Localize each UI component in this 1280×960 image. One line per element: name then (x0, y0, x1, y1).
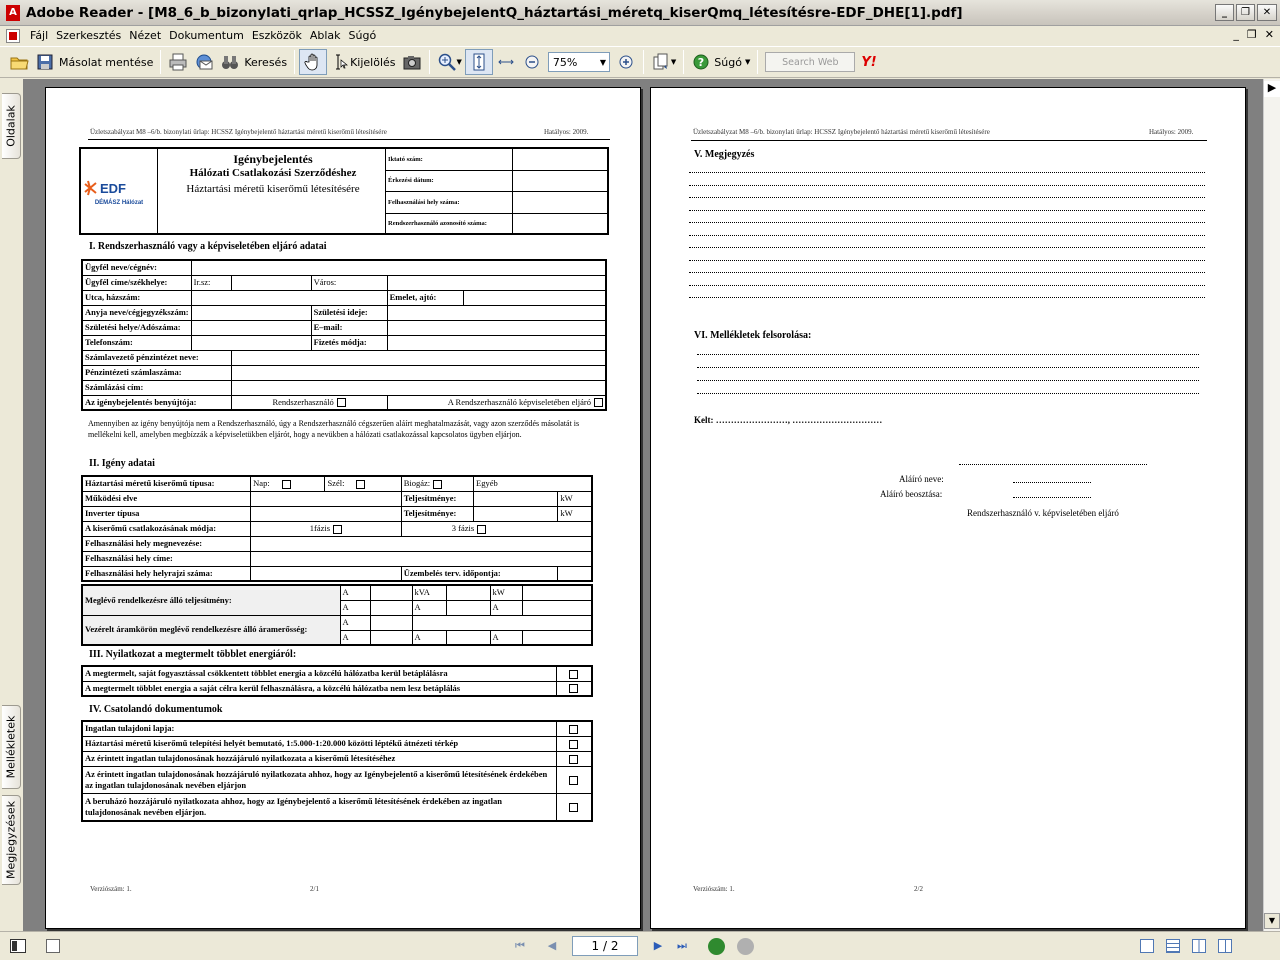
navigation-pane-tabs (0, 79, 23, 931)
controlled-a-field[interactable] (370, 615, 412, 630)
attachment-line[interactable] (697, 367, 1199, 368)
email-button[interactable] (191, 49, 217, 75)
close-button[interactable]: ✕ (1257, 4, 1277, 21)
binoculars-icon (220, 52, 240, 72)
open-button[interactable] (6, 49, 32, 75)
remark-line[interactable] (689, 222, 1205, 223)
minimize-button[interactable]: _ (1215, 4, 1234, 21)
capacity-a2-field[interactable] (370, 600, 412, 615)
controlled-a4-field[interactable] (522, 630, 592, 645)
save-copy-label: Másolat mentése (59, 55, 154, 69)
page-footer-version: Verziószám: 1. (693, 885, 735, 893)
zoom-value: 75% (552, 55, 578, 69)
hand-icon (303, 52, 323, 72)
mother-name-field[interactable] (191, 305, 311, 320)
status-bar (0, 931, 1280, 960)
window-title: Adobe Reader - [M8_6_b_bizonylati_qrlap_HCSSZ_IgénybejelentQ_háztartási_méretq_kiserQmq_létesítésre-EDF_DHE[1].pdf] (26, 4, 963, 21)
remark-line[interactable] (689, 185, 1205, 186)
page-header-right: Hatályos: 2009. (544, 128, 589, 136)
edf-logo (81, 149, 158, 233)
registry-box: Iktató szám: Érkezési dátum: Felhasználási hely száma: Rendszerhasználó azonosító száma: (385, 148, 609, 235)
menu-bar (0, 26, 1280, 46)
bank-account-field[interactable] (231, 365, 606, 380)
birth-date-field[interactable] (387, 305, 606, 320)
zoom-out-button[interactable] (519, 49, 545, 75)
section-5-title: V. Megjegyzés (694, 149, 755, 160)
remark-line[interactable] (689, 197, 1205, 198)
page-header-left: Üzletszabályzat M8 –6/b. bizonylati űrlap: HCSSZ Igénybejelentő háztartási méretű kiserőmű létesítésére (90, 128, 387, 136)
save-disk-icon (35, 52, 55, 72)
zoom-level-select[interactable] (548, 52, 610, 72)
street-field[interactable] (191, 290, 387, 305)
print-button[interactable] (165, 49, 191, 75)
menu-edit[interactable]: Szerkesztés (56, 29, 122, 42)
email-globe-icon (194, 52, 214, 72)
signer-name-label: Aláíró neve: (899, 474, 944, 484)
section-3-title: III. Nyilatkozat a megtermelt többlet energiáról: (89, 649, 297, 660)
registry-number-field[interactable] (513, 149, 609, 171)
search-web-input[interactable]: Search Web (765, 52, 855, 72)
menu-view[interactable]: Nézet (129, 29, 162, 42)
page-footer-number: 2/1 (310, 885, 319, 893)
title-bar (0, 0, 1280, 26)
hide-panel-icon[interactable] (10, 939, 26, 953)
chevron-down-icon: ▼ (670, 58, 677, 66)
section-3-table: A megtermelt, saját fogyasztással csökkentett többlet energia a közcélú hálózatba kerül betáplálásra A megtermelt többlet energia a saját célra kerül felhasználásra, a közcélú hálózatba nem lesz betáplálás (81, 665, 593, 697)
section-1-table: Ügyfél neve/cégnév: Ügyfél címe/székhelye: Ir.sz: Város: Utca, házszám: Emelet, ajtó: Anyja neve/cégjegyzékszám: Születési ideje: Születési helye/Adószáma: E–mail: Telefonszám: Fizetés módja: Számlavezető pénzintézet neve: Pénzintézeti számlaszáma: Számlázási cím: Az igénybejelentés benyújtója: Rendszerhasználó A Rendszerhasználó képviseletében eljáró (81, 259, 607, 411)
remark-line[interactable] (689, 260, 1205, 261)
printer-icon (168, 52, 188, 72)
search-label: Keresés (244, 55, 288, 69)
doc-land-registry-checkbox[interactable] (569, 725, 578, 734)
floor-door-field[interactable] (463, 290, 606, 305)
email-field[interactable] (387, 320, 606, 335)
previous-page-button[interactable]: ◀ (547, 939, 557, 952)
logo-subtitle: DÉMÁSZ Hálózat (94, 200, 144, 206)
site-name-field[interactable] (251, 536, 592, 551)
signer-position-field[interactable] (1013, 497, 1091, 498)
camera-icon (402, 52, 422, 72)
page-panel-toggle-icon[interactable]: ▶ (1264, 81, 1280, 97)
snapshot-button[interactable] (399, 49, 425, 75)
document-view[interactable] (23, 79, 1263, 931)
signer-position-label: Aláíró beosztása: (880, 489, 943, 499)
tab-pages[interactable]: Oldalak (2, 93, 21, 159)
toolbar-separator (643, 50, 644, 74)
self-consumption-checkbox[interactable] (569, 684, 578, 693)
toolbar (0, 46, 1280, 78)
fit-width-button[interactable] (493, 49, 519, 75)
existing-capacity-table: Meglévő rendelkezésre álló teljesítmény: A kVA kW A A A Vezérelt áramkörön meglévő rendelkezésre álló áramerősség: A A A A (81, 584, 593, 646)
header-rule (88, 139, 610, 140)
pdf-page-2 (650, 87, 1246, 929)
remark-line[interactable] (689, 235, 1205, 236)
hand-tool-button[interactable] (299, 49, 327, 75)
help-icon (691, 52, 711, 72)
bank-name-field[interactable] (231, 350, 606, 365)
document-icon[interactable] (6, 29, 20, 43)
help-button[interactable] (688, 49, 753, 75)
phone-field[interactable] (191, 335, 311, 350)
section-1-title: I. Rendszerhasználó vagy a képviseletében eljáró adatai (89, 241, 327, 252)
type-biogas-checkbox[interactable] (433, 480, 442, 489)
doc-restore-button[interactable]: ❐ (1246, 28, 1257, 41)
operating-principle-field[interactable] (251, 491, 402, 506)
vertical-scrollbar[interactable] (1263, 79, 1280, 931)
signature-line[interactable] (959, 464, 1147, 465)
continuous-facing-view-icon[interactable] (1218, 939, 1232, 953)
select-tool-button[interactable] (327, 49, 398, 75)
section-4-title: IV. Csatolandó dokumentumok (89, 704, 223, 715)
menu-tools[interactable]: Eszközök (251, 29, 302, 42)
fit-height-button[interactable] (465, 49, 493, 75)
power-field[interactable] (474, 491, 558, 506)
first-page-button[interactable]: ⏮ (515, 939, 525, 952)
help-label: Súgó (714, 55, 742, 69)
attachment-line[interactable] (697, 393, 1199, 394)
attachment-line[interactable] (697, 354, 1199, 355)
capacity-a-field[interactable] (370, 585, 412, 600)
remark-line[interactable] (689, 285, 1205, 286)
continuous-view-icon[interactable] (1166, 939, 1180, 953)
payment-method-field[interactable] (387, 335, 606, 350)
billing-address-field[interactable] (231, 380, 606, 395)
parcel-number-field[interactable] (251, 566, 402, 581)
toolbar-separator (294, 50, 295, 74)
save-copy-button[interactable] (32, 49, 156, 75)
user-id-field[interactable] (513, 213, 609, 235)
page-header-right: Hatályos: 2009. (1149, 128, 1194, 136)
menu-window[interactable]: Ablak (309, 29, 341, 42)
doc-owner-authorization-checkbox[interactable] (569, 776, 578, 785)
pdf-page-1 (45, 87, 641, 929)
form-header-box (79, 147, 609, 235)
pdf-icon: A (6, 5, 20, 21)
remark-line[interactable] (689, 297, 1205, 298)
controlled-a2-field[interactable] (370, 630, 412, 645)
plus-circle-icon (616, 52, 636, 72)
menu-help[interactable]: Súgó (348, 29, 377, 42)
svg-text:EDF: EDF (100, 181, 126, 196)
pages-rotate-icon (651, 52, 671, 72)
toolbar-separator (160, 50, 161, 74)
section-2-title: II. Igény adatai (89, 458, 155, 469)
inverter-power-field[interactable] (474, 506, 558, 521)
page-header-left: Üzletszabályzat M8 –6/b. bizonylati űrlap: HCSSZ Igénybejelentő háztartási méretű kiserőmű létesítésére (693, 128, 990, 136)
page-footer-version: Verziószám: 1. (90, 885, 132, 893)
feed-in-checkbox[interactable] (569, 670, 578, 679)
chevron-down-icon[interactable]: ▼ (599, 57, 606, 67)
submitter-representative-checkbox[interactable] (594, 398, 603, 407)
zoom-in-button[interactable] (613, 49, 639, 75)
inverter-type-field[interactable] (251, 506, 402, 521)
toolbar-separator (683, 50, 684, 74)
doc-close-button[interactable]: ✕ (1264, 28, 1274, 41)
facing-view-icon[interactable] (1192, 939, 1206, 953)
site-address-field[interactable] (251, 551, 592, 566)
go-forward-icon[interactable] (737, 938, 754, 955)
section-6-title: VI. Mellékletek felsorolása: (694, 330, 812, 341)
toolbar-separator (429, 50, 430, 74)
menu-file[interactable]: Fájl (30, 29, 49, 42)
single-phase-checkbox[interactable] (333, 525, 342, 534)
page-number-input[interactable]: 1 / 2 (572, 936, 638, 956)
tab-comments[interactable]: Megjegyzések (2, 795, 21, 885)
birth-place-field[interactable] (191, 320, 311, 335)
doc-minimize-button[interactable]: _ (1233, 28, 1239, 41)
fit-page-icon (469, 52, 489, 72)
fit-width-icon (496, 52, 516, 72)
signer-role-label: Rendszerhasználó v. képviseletében eljáró (967, 508, 1119, 518)
site-number-field[interactable] (513, 192, 609, 214)
commissioning-date-field[interactable] (558, 566, 592, 581)
doc-site-map-checkbox[interactable] (569, 740, 578, 749)
zoom-tool-button[interactable] (434, 49, 465, 75)
scroll-down-arrow-icon[interactable]: ▼ (1264, 913, 1280, 929)
controlled-a3-field[interactable] (446, 630, 490, 645)
authorization-note: Amennyiben az igény benyújtója nem a Rendszerhasználó, úgy a Rendszerhasználó cégszerűen aláírt meghatalmazását, vagy azon szerződés másolatát is mellékelni kell, amelyben megbízzák a képviseletükben eljárót, hogy a nevükben a hálózati csatlakozással kapcsolatos ügyben eljárjon. (88, 419, 580, 439)
attachment-line[interactable] (697, 380, 1199, 381)
remark-line[interactable] (689, 210, 1205, 211)
form-title: Igénybejelentés Hálózati Csatlakozási Szerződéshez Háztartási méretű kiserőmű létesítésére (186, 152, 360, 195)
capacity-kva-field[interactable] (446, 585, 490, 600)
restore-button[interactable]: ❐ (1236, 4, 1255, 21)
customer-name-field[interactable] (191, 260, 606, 275)
signer-name-field[interactable] (1013, 482, 1091, 483)
single-page-view-icon[interactable] (1140, 939, 1154, 953)
capacity-a3-field[interactable] (446, 600, 490, 615)
remark-line[interactable] (689, 272, 1205, 273)
doc-owner-consent-checkbox[interactable] (569, 755, 578, 764)
section-2-table: Háztartási méretű kiserőmű típusa: Nap: Szél: Biogáz: Egyéb Működési elve Teljesítménye: kW Inverter típusa Teljesítménye: kW A kiserőmű csatlakozásának módja: 1fázis 3 fázis Felhasználási hely megnevezése: Felhasználási hely címe: Felhasználási hely helyrajzi száma: Üzembelés terv. időpontja: (81, 475, 593, 582)
section-4-table: Ingatlan tulajdoni lapja: Háztartási méretű kiserőmű telepítési helyét bemutató, 1:5.000-1:20.000 közötti léptékű átnézeti térkép Az érintett ingatlan tulajdonosának hozzájáruló nyilatkozata a kiserőmű létesítéséhez Az érintett ingatlan tulajdonosának hozzájáruló nyilatkozata ahhoz, hogy az Igénybejelentő a kiserőmű létesítésének érdekében az ingatlan tulajdonosának nevében eljárjon A beruházó hozzájáruló nyilatkozata ahhoz, hogy az Igénybejelentő a kiserőmű létesítésének érdekében az ingatlan tulajdonosának nevében eljárjon. (81, 720, 593, 822)
text-cursor-icon (330, 52, 350, 72)
capacity-a4-field[interactable] (522, 600, 592, 615)
chevron-down-icon: ▼ (744, 58, 751, 66)
toolbar-separator (757, 50, 758, 74)
three-phase-checkbox[interactable] (477, 525, 486, 534)
arrival-date-field[interactable] (513, 170, 609, 192)
next-page-button[interactable]: ▶ (653, 939, 663, 952)
type-solar-checkbox[interactable] (282, 480, 291, 489)
header-rule (691, 140, 1207, 141)
select-label: Kijelölés (350, 55, 396, 69)
page-footer-number: 2/2 (914, 885, 923, 893)
svg-text:?: ? (698, 56, 705, 69)
remark-line[interactable] (689, 172, 1205, 173)
page-layout-button[interactable] (648, 49, 679, 75)
folder-open-icon (9, 52, 29, 72)
edf-logo-icon (84, 176, 154, 200)
type-wind-checkbox[interactable] (356, 480, 365, 489)
capacity-kw-field[interactable] (522, 585, 592, 600)
minus-circle-icon (522, 52, 542, 72)
tab-attachments[interactable]: Mellékletek (2, 705, 21, 789)
chevron-down-icon: ▼ (456, 58, 462, 66)
date-place-line[interactable]: Kelt: ……………………, ………………………… (694, 415, 883, 425)
page-size-icon[interactable] (46, 939, 60, 953)
remark-line[interactable] (689, 247, 1205, 248)
zip-field[interactable] (231, 275, 311, 290)
menu-document[interactable]: Dokumentum (169, 29, 244, 42)
submitter-user-checkbox[interactable] (337, 398, 346, 407)
go-back-icon[interactable] (708, 938, 725, 955)
yahoo-logo-icon: Y! (861, 54, 877, 70)
search-button[interactable] (217, 49, 290, 75)
magnifier-plus-icon (437, 52, 457, 72)
city-field[interactable] (387, 275, 606, 290)
doc-investor-consent-checkbox[interactable] (569, 803, 578, 812)
yahoo-button[interactable] (858, 49, 879, 75)
last-page-button[interactable]: ⏭ (677, 939, 687, 952)
